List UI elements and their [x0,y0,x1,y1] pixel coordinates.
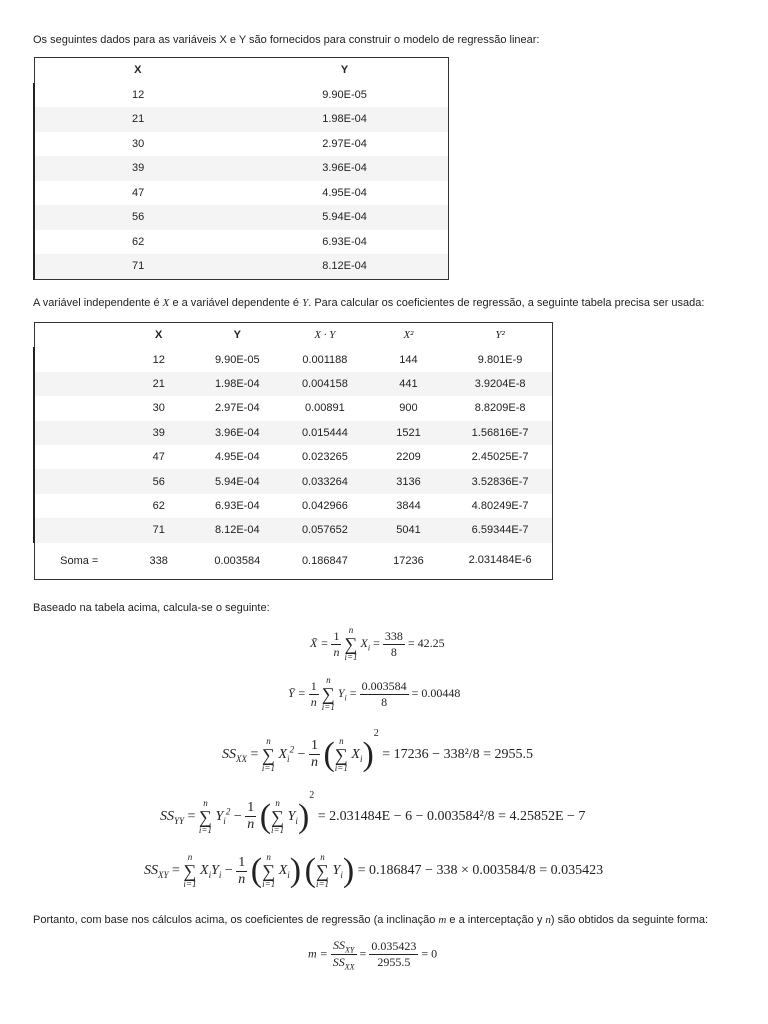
table-cell: 9.90E-05 [241,83,448,108]
table-cell: 0.042966 [281,494,369,518]
table-cell: 0.00891 [281,396,369,420]
table-cell [34,445,124,469]
table-cell: 47 [34,181,241,206]
table-cell: 3844 [369,494,449,518]
table-cell: 2.45025E-7 [448,445,552,469]
table-cell: 8.8209E-8 [448,396,552,420]
table-cell: 4.95E-04 [193,445,281,469]
table-cell: 30 [124,396,194,420]
table-cell: 5041 [369,518,449,542]
table-row [34,83,449,108]
ssxx-result: = 17236 − 338²/8 = 2955.5 [382,747,534,762]
table-cell [34,421,124,445]
table-row [34,494,553,518]
sum-row [34,543,553,580]
table-cell: 39 [124,421,194,445]
x-mean-result: = 42.25 [407,635,445,650]
table-cell: 2209 [369,445,449,469]
table-cell: 4.80249E-7 [448,494,552,518]
column-header-x2: X² [403,329,414,342]
ssxy-subscript: XY [158,870,169,881]
data-table [33,57,449,280]
fraction-ssxy-over-ssxx: $\frac{SS_{XY}}{SS_{XX}}$ [332,938,355,972]
variables-text-part: . Para calcular os coeficientes de regressão, a seguinte tabela precisa ser usada: [308,297,705,309]
table-cell [34,469,124,493]
n-symbol: n [545,914,551,926]
table-cell: 3.52836E-7 [448,469,552,493]
variables-text-part: A variável independente é [33,297,163,309]
table-cell: 3.9204E-8 [448,372,552,396]
sum-symbol: n ∑ i=1 [344,625,358,662]
table-cell [34,518,124,542]
table-cell: 900 [369,396,449,420]
table-row [34,469,553,493]
table-cell: 0.004158 [281,372,369,396]
table-row [34,347,553,371]
table-row [34,445,553,469]
table-row [34,156,449,181]
table-cell: 3.96E-04 [193,421,281,445]
table-row [34,372,553,396]
variables-text-part: e a variável dependente é [169,297,303,309]
table-cell: 12 [124,347,194,371]
table-row [34,181,449,206]
y-mean-symbol: Ȳ = [288,685,306,700]
column-header-y: Y [340,64,349,77]
table-row [34,132,449,157]
table-cell: 30 [34,132,241,157]
column-header-xy: X · Y [314,329,336,342]
table-cell: 71 [34,254,241,279]
sum-cell: 17236 [369,543,449,580]
equation-y-mean: Ȳ = $\frac{1}{n}$ n ∑ i=1 $Y_i$ = $\frac{0.003584}{8}$ = 0.00448 [288,675,461,712]
fraction-one-over-n: $\frac{1}{n}$ [333,628,340,659]
sum-cell: 338 [124,543,194,580]
equation-ssyy: $SS_{YY}$ = n ∑ i=1 $Y_i^2$ − $\frac{1}{n}$ ( n ∑ i=1 $Y_i)^2 = 2.031484E - 6 - 0.003584^2/8 = 4.25852E - 7$ [160,790,586,835]
column-header-y2: Y² [495,329,505,342]
table-cell: 5.94E-04 [241,205,448,230]
equation-slope: m = $\frac{SS_{XY}}{SS_{XX}}$ = $\frac{0.035423}{2955.5}$ = 0 [308,938,438,972]
table-cell: 0.015444 [281,421,369,445]
m-symbol: m [438,914,447,926]
table-row [34,396,553,420]
table-cell: 8.12E-04 [241,254,448,279]
column-header-x: X [155,329,163,342]
table-cell: 6.93E-04 [241,230,448,255]
sum-cell: Soma = [34,543,124,580]
table-cell: 2.97E-04 [241,132,448,157]
table-cell: 0.057652 [281,518,369,542]
coefficients-text [33,914,708,926]
table-cell: 12 [34,83,241,108]
table-row [34,421,553,445]
column-header-x: X [134,64,142,77]
sum-cell: 0.003584 [193,543,281,580]
table-cell: 6.93E-04 [193,494,281,518]
table-cell: 5.94E-04 [193,469,281,493]
slope-symbol: m = [308,946,328,961]
table-cell: 1521 [369,421,449,445]
table-cell [34,494,124,518]
table-cell: 21 [124,372,194,396]
table-cell: 441 [369,372,449,396]
table-cell: 0.033264 [281,469,369,493]
variables-text [33,297,704,309]
table-cell: 4.95E-04 [241,181,448,206]
table-row [34,230,449,255]
table-cell: 6.59344E-7 [448,518,552,542]
table-row [34,518,553,542]
table-cell: 9.801E-9 [448,347,552,371]
table-cell: 47 [124,445,194,469]
equation-ssxy: $SS_{XY}$ = n ∑ i=1 $X_iY_i$ − $\frac{1}{n}$ ( n ∑ i=1 $X_i$) ( n ∑ i=1 $Y_i) = 0.186847 - 338 \times 0.003584/8 = 0.035423$ [144,852,604,889]
x-symbol: X [162,297,170,309]
table-cell: 0.023265 [281,445,369,469]
ssyy-label: SS [160,809,174,824]
coefficients-text-part: ) são obtidos da seguinte forma: [550,914,709,926]
fraction-slope-values: $\frac{0.035423}{2955.5}$ [371,939,417,970]
slope-result: = 0 [421,946,438,961]
table-row [34,254,449,279]
calc-intro-text: Baseado na tabela acima, calcula-se o seguinte: [33,602,270,614]
table-cell: 62 [34,230,241,255]
coefficients-text-part: Portanto, com base nos cálculos acima, os coeficientes de regressão (a inclinação [33,914,439,926]
table-cell: 56 [34,205,241,230]
sum-cell: 0.186847 [281,543,369,580]
ssyy-subscript: YY [174,815,185,826]
table-cell: 56 [124,469,194,493]
table-cell [34,396,124,420]
table-cell: 3136 [369,469,449,493]
table-cell: 1.98E-04 [193,372,281,396]
intro-text: Os seguintes dados para as variáveis X e Y são fornecidos para construir o modelo de regressão linear: [33,34,540,46]
table-cell: 0.001188 [281,347,369,371]
table-cell: 9.90E-05 [193,347,281,371]
regression-table [33,322,553,580]
table-cell: 144 [369,347,449,371]
x-mean-symbol: X̄ = [310,635,329,650]
ssyy-result: = 2.031484E − 6 − 0.003584²/8 = 4.25852E − 7 [317,809,586,824]
table-cell: 39 [34,156,241,181]
fraction-338-over-8: $\frac{338}{8}$ [384,628,403,659]
ssxy-label: SS [144,863,158,879]
table-cell: 1.98E-04 [241,107,448,132]
table-cell: 21 [34,107,241,132]
table-cell: 3.96E-04 [241,156,448,181]
table-cell: 62 [124,494,194,518]
ssxx-label: SS [222,747,236,762]
table-row [34,205,449,230]
table-cell: 71 [124,518,194,542]
table-cell [34,372,124,396]
table-cell: 2.97E-04 [193,396,281,420]
table-cell [34,347,124,371]
sum-cell: 2.031484E-6 [448,543,552,580]
ssxx-subscript: XX [236,753,247,764]
y-mean-result: = 0.00448 [411,685,461,700]
column-header-y: Y [233,329,241,342]
equation-x-mean: X̄ = $\frac{1}{n}$ n ∑ i=1 $X_i$ = $\frac{338}{8}$ = 42.25 [310,625,445,662]
y-symbol: Y [302,297,309,309]
table-cell: 1.56816E-7 [448,421,552,445]
table-cell: 8.12E-04 [193,518,281,542]
coefficients-text-part: e a interceptação y [446,914,546,926]
table-row [34,107,449,132]
equation-ssxx: $SS_{XX}$ = n ∑ i=1 $X_i^2$ − $\frac{1}{n}$ ( n ∑ i=1 $X_i)^2 = 17236 - 338^2/8 = 2955.5$ [222,728,534,773]
ssxy-result: = 0.186847 − 338 × 0.003584/8 = 0.035423 [357,863,604,879]
fraction-sum-y-over-8: $\frac{0.003584}{8}$ [361,678,407,709]
column-header-blank [34,323,124,348]
